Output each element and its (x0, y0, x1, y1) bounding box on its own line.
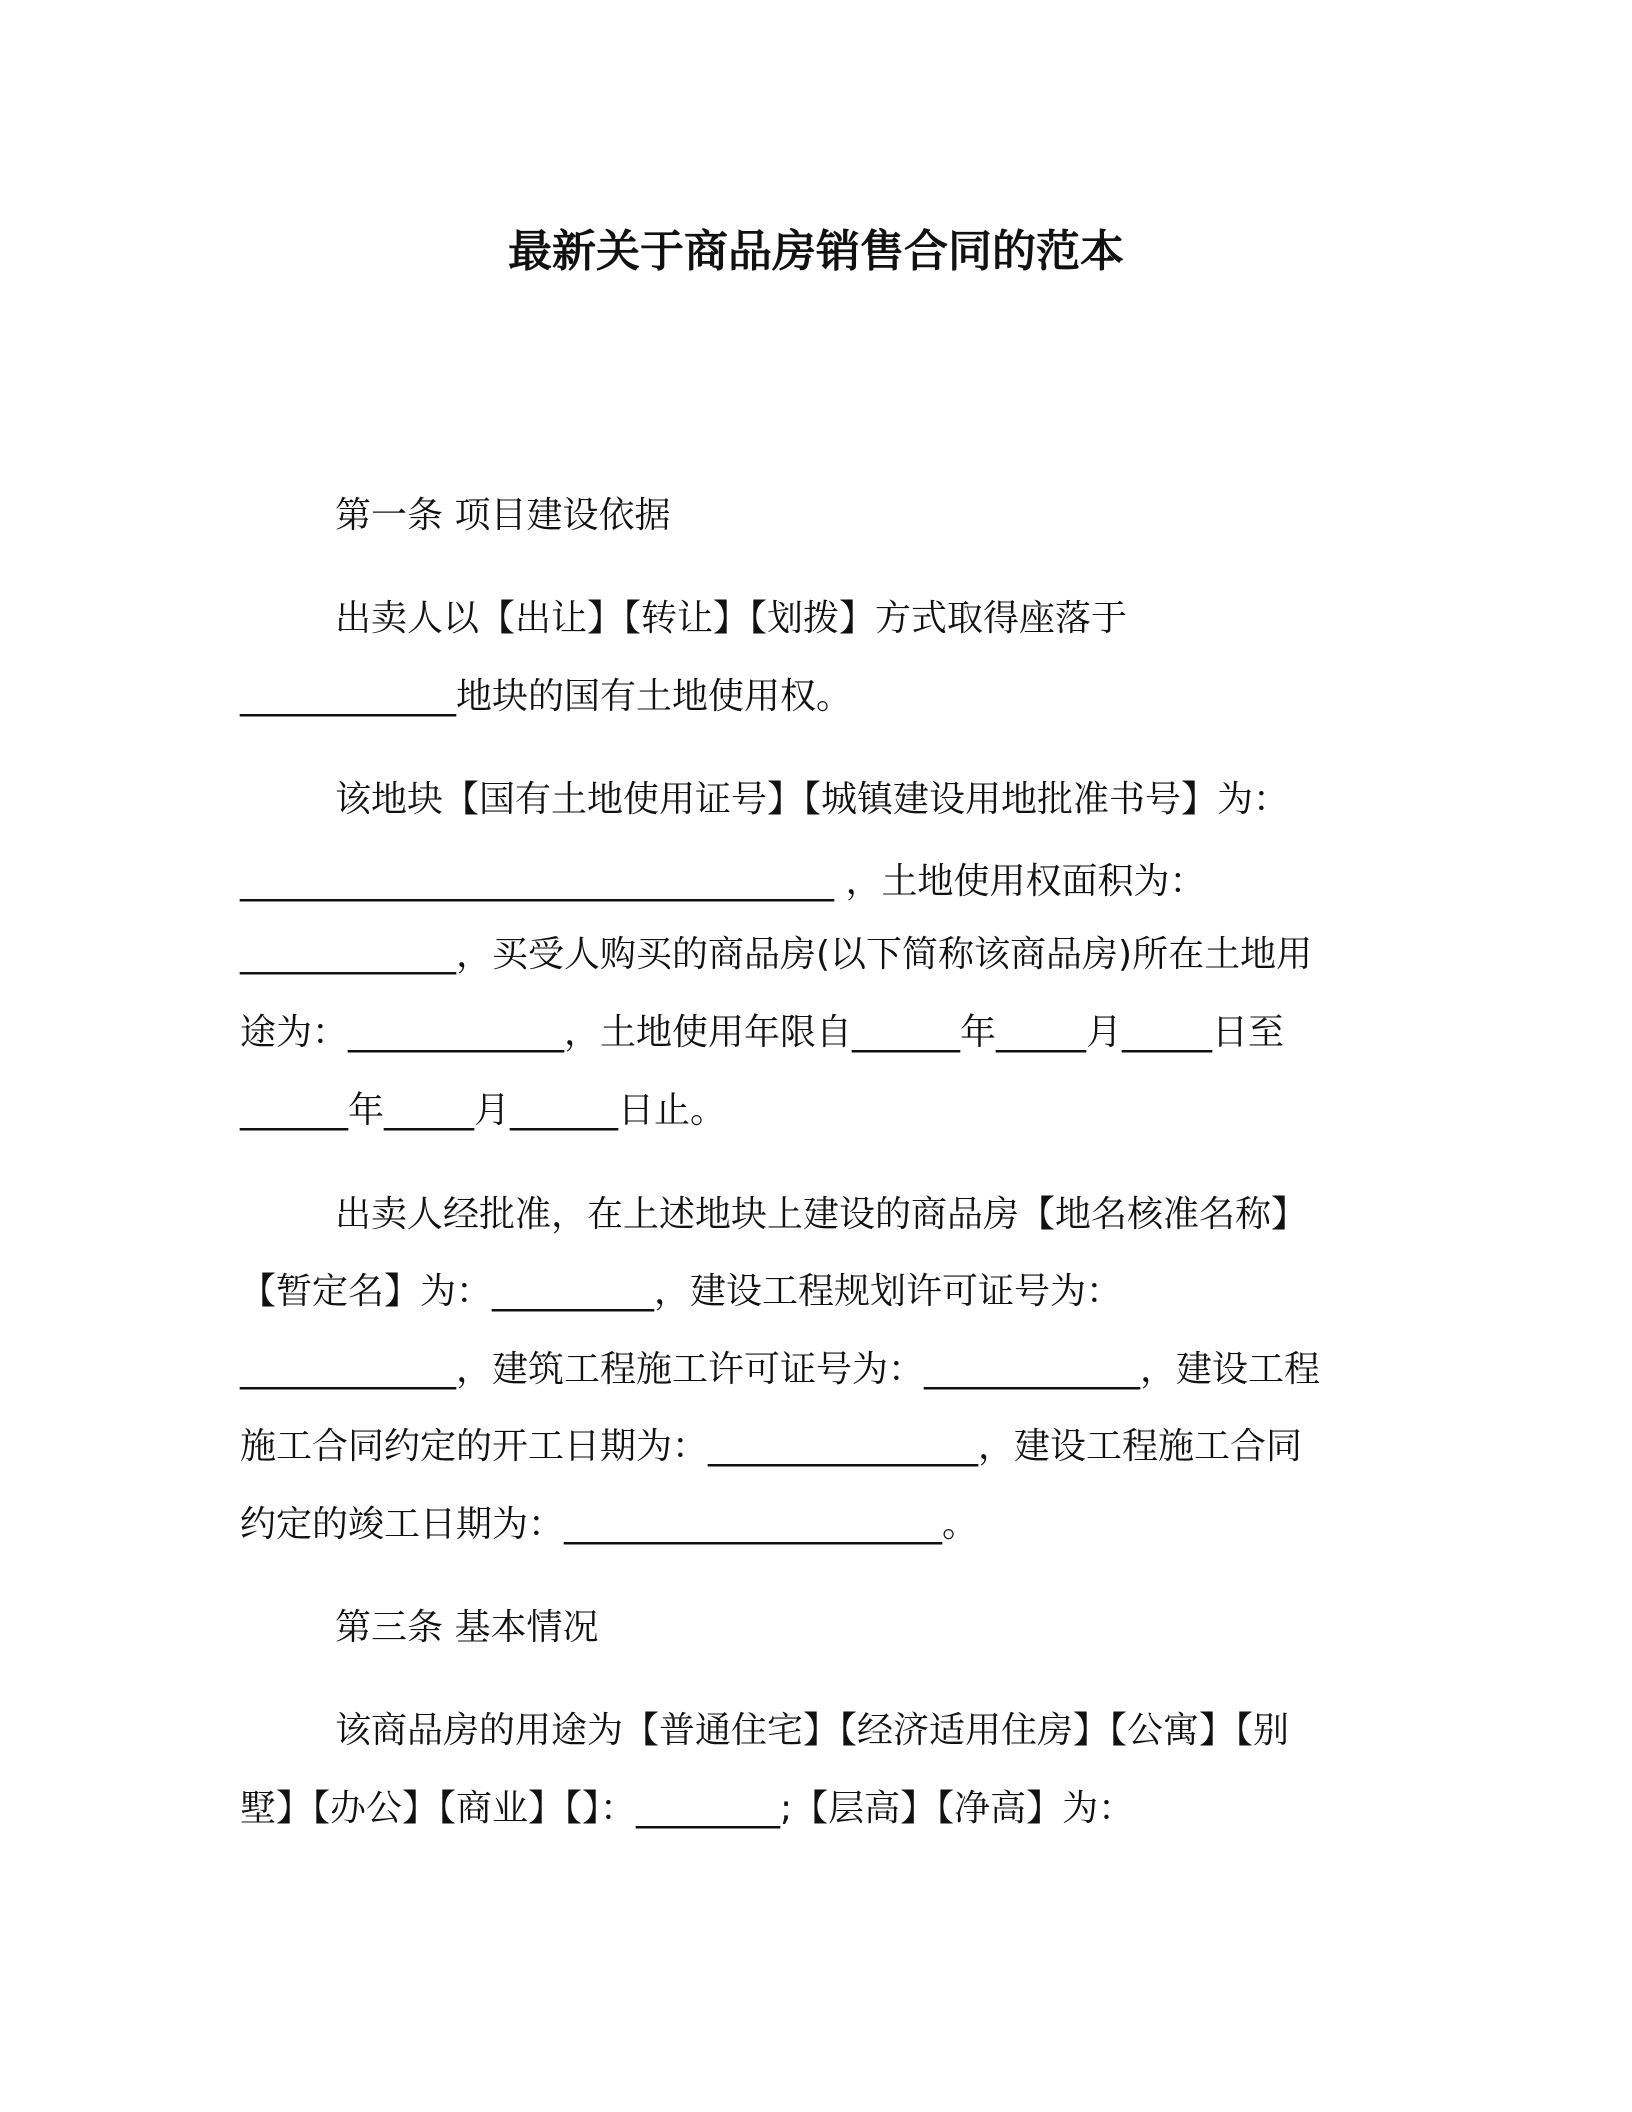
paragraph-line: 出卖人经批准，在上述地块上建设的商品房【地名核准名称】 (335, 1194, 1308, 1235)
paragraph-line: ____________，建筑工程施工许可证号为：____________，建设工程 (240, 1349, 1321, 1390)
article-3-heading: 第三条 基本情况 (335, 1607, 599, 1648)
paragraph-line: ____________地块的国有土地使用权。 (240, 676, 853, 717)
paragraph-line: 墅】【办公】【商业】【】：________;【层高】【净高】为： (240, 1788, 1135, 1829)
paragraph-line: 【暂定名】为：_________，建设工程规划许可证号为： (240, 1271, 1123, 1312)
document-title: 最新关于商品房销售合同的范本 (508, 226, 1124, 277)
paragraph-line: 施工合同约定的开工日期为：_______________，建设工程施工合同 (240, 1426, 1303, 1467)
paragraph-line: 途为：____________，土地使用年限自______年_____月_____日至 (240, 1012, 1285, 1053)
paragraph-line: 约定的竣工日期为：_____________________。 (240, 1504, 979, 1545)
paragraph-line: _________________________________ ，土地使用权面积为： (240, 861, 1206, 902)
paragraph-line: ______年_____月______日止。 (240, 1090, 727, 1131)
paragraph-line: 该地块【国有土地使用证号】【城镇建设用地批准书号】为： (335, 779, 1290, 820)
paragraph-line: 该商品房的用途为【普通住宅】【经济适用住房】【公寓】【别 (335, 1710, 1290, 1751)
article-1-heading: 第一条 项目建设依据 (335, 495, 671, 536)
paragraph-line: 出卖人以【出让】【转让】【划拨】方式取得座落于 (335, 598, 1128, 639)
paragraph-line: ____________，买受人购买的商品房(以下简称该商品房)所在土地用 (240, 934, 1313, 975)
